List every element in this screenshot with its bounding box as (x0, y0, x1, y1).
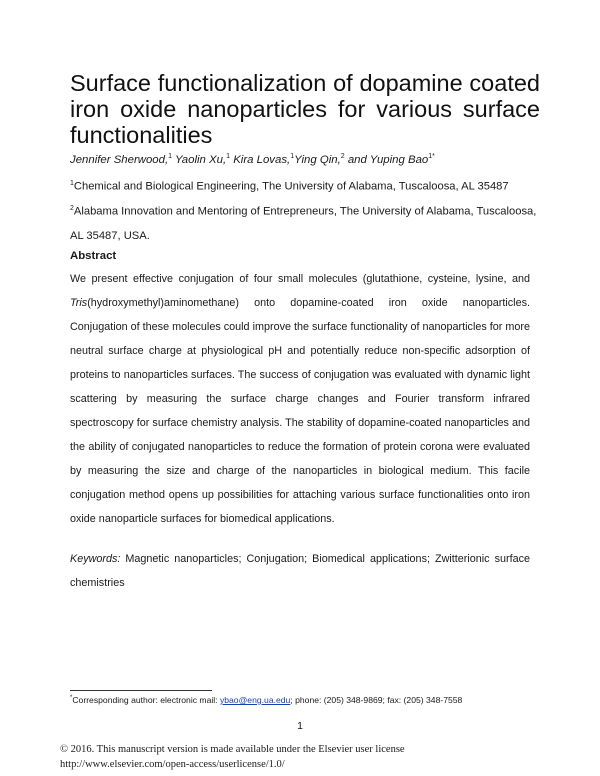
author-list (70, 153, 540, 166)
author-affil-sup: 1* (428, 153, 435, 160)
license-url[interactable]: http://www.elsevier.com/open-access/userlicense/1.0/ (60, 759, 285, 770)
page-number: 1 (297, 720, 303, 732)
corresponding-email-link[interactable]: ybao@eng.ua.edu (219, 695, 291, 705)
footnote-prefix: Corresponding author: electronic mail: (72, 695, 220, 705)
affiliation (70, 172, 540, 199)
author-name: Kira Lovas, (233, 153, 291, 166)
author-name: and Yuping Bao (347, 153, 429, 166)
footnote-marker: * (70, 695, 73, 702)
affiliation-sup: 1 (70, 180, 74, 187)
keywords-label: Keywords: (70, 553, 121, 565)
author-name: Yaolin Xu, (175, 153, 227, 166)
paper-title: Surface functionalization of dopamine coated iron oxide nanoparticles for various surface functionalities (70, 70, 540, 148)
affiliation-text: Chemical and Biological Engineering, The University of Alabama, Tuscaloosa, AL 35487 (73, 180, 509, 193)
author-name: Ying Qin, (294, 153, 341, 166)
affiliation-sup: 2 (70, 205, 74, 212)
footnote (70, 695, 550, 705)
abstract-text: We present effective conjugation of four small molecules (glutathione, cysteine, lysine, and (70, 273, 530, 285)
keywords (70, 547, 530, 595)
author-affil-sup: 1 (168, 153, 173, 160)
abstract-text: (hydroxymethyl)aminomethane) onto dopamine-coated iron oxide nanoparticles. Conjugation of these molecules could improve the surface functionality of nanoparticles for more neutral surface charge at physiological pH and potentially reduce non-specific adsorption of proteins to nanoparticles surfaces. The success of conjugation was evaluated with dynamic light scattering by measuring the surface charge changes and Fourier transform infrared spectroscopy for surface chemistry analysis. The stability of dopamine-coated nanoparticles and the ability of conjugated nanoparticles to reduce the formation of protein corona were evaluated by measuring the size and charge of the nanoparticles in biological medium. This facile conjugation method opens up possibilities for attaching various surface functionalities onto iron oxide nanoparticle surfaces for biomedical applications. (70, 297, 530, 525)
abstract-body (70, 267, 530, 531)
author-affil-sup: 1 (226, 153, 231, 160)
abstract-italic-term: Tris (70, 297, 88, 309)
author-name: Jennifer Sherwood, (70, 153, 169, 166)
author-affil-sup: 2 (340, 153, 345, 160)
footnote-divider (70, 690, 212, 691)
author-affil-sup: 1 (290, 153, 295, 160)
affiliation-text: Alabama Innovation and Mentoring of Entrepreneurs, The University of Alabama, Tuscaloosa, AL 35487, USA. (70, 205, 537, 242)
license-notice (60, 742, 580, 772)
license-text: © 2016. This manuscript version is made available under the Elsevier user license (60, 744, 405, 755)
keywords-text: Magnetic nanoparticles; Conjugation; Biomedical applications; Zwitterionic surface chemistries (70, 553, 530, 589)
abstract-heading: Abstract (70, 250, 117, 262)
affiliation (70, 197, 540, 248)
footnote-suffix: ; phone: (205) 348-9869; fax: (205) 348-7558 (290, 695, 463, 705)
